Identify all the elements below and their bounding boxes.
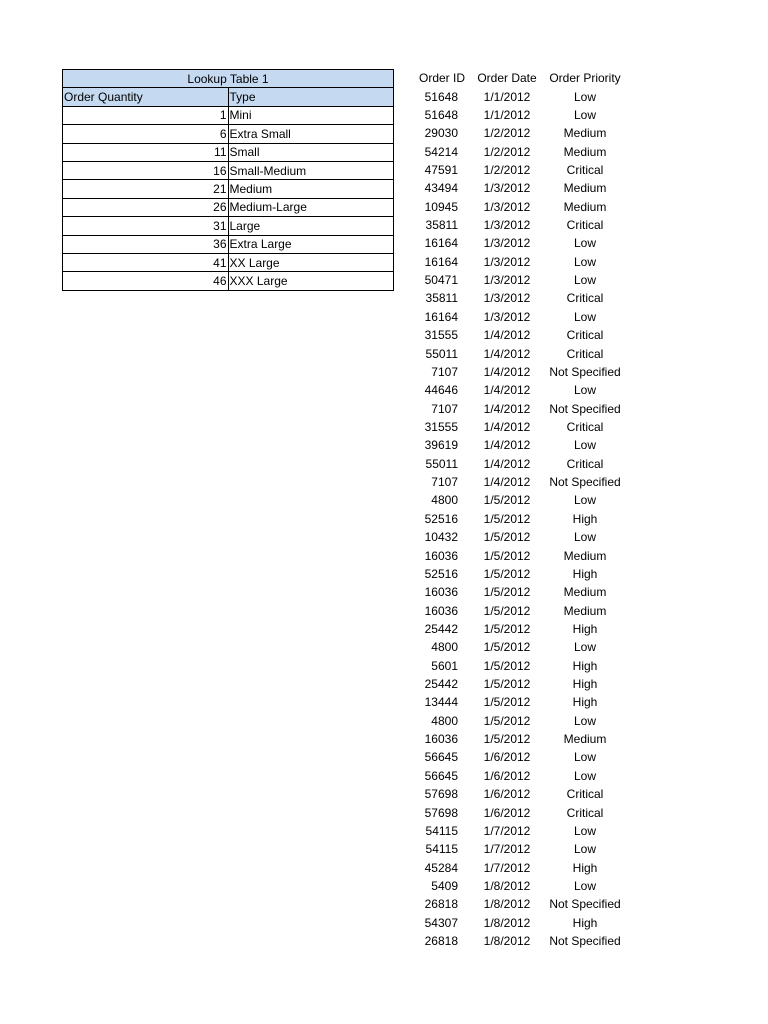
lookup-cell-type[interactable]: Mini [228,106,394,124]
orders-cell-priority[interactable]: High [572,621,598,636]
orders-cell-id[interactable]: 13444 [424,695,458,710]
orders-cell-id[interactable]: 4800 [431,493,458,508]
orders-header-row [413,69,627,87]
orders-cell-priority[interactable]: Low [573,273,596,288]
orders-cell-id[interactable]: 7107 [431,401,458,416]
orders-row [413,124,627,142]
orders-row [413,675,627,693]
orders-row [413,528,627,546]
lookup-row [63,198,394,216]
orders-cell-id[interactable]: 52516 [424,511,458,526]
orders-cell-id[interactable]: 4800 [431,640,458,655]
orders-cell-priority[interactable]: Low [573,254,596,269]
orders-cell-date[interactable]: 1/6/2012 [483,787,531,802]
orders-cell-date[interactable]: 1/8/2012 [483,915,531,930]
orders-cell-date[interactable]: 1/2/2012 [483,144,531,159]
lookup-cell-type[interactable]: Small-Medium [228,161,394,179]
orders-header-priority[interactable]: Order Priority [549,71,621,86]
orders-cell-id[interactable]: 7107 [431,364,458,379]
orders-header-id[interactable]: Order ID [418,71,465,86]
orders-cell-id[interactable]: 47591 [424,162,458,177]
orders-row [413,510,627,528]
lookup-table [62,69,394,291]
lookup-cell-quantity[interactable]: 26 [63,198,229,216]
lookup-header-row [63,88,394,106]
orders-cell-date[interactable]: 1/5/2012 [483,695,531,710]
orders-cell-priority[interactable]: High [572,695,598,710]
orders-cell-date[interactable]: 1/5/2012 [483,585,531,600]
orders-cell-priority[interactable]: Critical [566,787,604,802]
orders-cell-priority[interactable]: Not Specified [549,897,621,912]
orders-row [413,895,627,913]
orders-cell-date[interactable]: 1/3/2012 [483,181,531,196]
lookup-title[interactable]: Lookup Table 1 [63,70,394,88]
orders-cell-priority[interactable]: Medium [563,144,607,159]
orders-row [413,583,627,601]
orders-cell-id[interactable]: 10432 [424,530,458,545]
orders-row [413,161,627,179]
orders-row [413,767,627,785]
lookup-cell-quantity[interactable]: 6 [63,125,229,143]
orders-row [413,657,627,675]
orders-cell-id[interactable]: 35811 [425,218,458,233]
lookup-cell-type[interactable]: Extra Large [228,235,394,253]
orders-row [413,877,627,895]
orders-cell-priority[interactable]: Critical [566,328,604,343]
orders-row [413,914,627,932]
orders-row [413,216,627,234]
orders-cell-date[interactable]: 1/5/2012 [483,548,531,563]
orders-cell-priority[interactable]: Low [573,107,596,122]
orders-cell-date[interactable]: 1/5/2012 [483,603,531,618]
orders-cell-id[interactable]: 56645 [424,768,458,783]
lookup-header-quantity[interactable]: Order Quantity [63,88,229,106]
orders-cell-id[interactable]: 10945 [424,199,458,214]
orders-cell-id[interactable]: 4800 [431,713,458,728]
orders-cell-date[interactable]: 1/4/2012 [483,383,531,398]
orders-row [413,858,627,876]
orders-cell-id[interactable]: 7107 [431,475,458,490]
orders-cell-date[interactable]: 1/2/2012 [483,126,531,141]
orders-row [413,932,627,950]
orders-cell-priority[interactable]: Critical [566,456,604,471]
orders-cell-date[interactable]: 1/4/2012 [483,420,531,434]
orders-cell-id[interactable]: 55011 [425,346,458,361]
orders-cell-date[interactable]: 1/3/2012 [483,218,531,233]
orders-row [413,565,627,583]
orders-cell-date[interactable]: 1/3/2012 [483,236,531,251]
orders-cell-priority[interactable]: Medium [563,732,607,747]
lookup-row [63,125,394,143]
orders-cell-id[interactable]: 16036 [424,585,458,600]
lookup-row [63,253,394,271]
orders-row [413,381,627,399]
lookup-title-row [63,70,394,88]
orders-row [413,344,627,362]
lookup-row [63,143,394,161]
orders-cell-priority[interactable]: Critical [566,218,604,233]
orders-cell-date[interactable]: 1/5/2012 [483,511,531,526]
orders-row [413,693,627,711]
orders-cell-date[interactable]: 1/3/2012 [483,273,531,288]
lookup-row [63,235,394,253]
orders-cell-id[interactable]: 29030 [424,126,458,141]
lookup-cell-quantity[interactable]: 16 [63,161,229,179]
orders-row [413,822,627,840]
orders-cell-date[interactable]: 1/4/2012 [483,364,531,379]
orders-cell-priority[interactable]: High [572,658,598,673]
orders-row [413,106,627,124]
lookup-cell-type[interactable]: Medium-Large [228,198,394,216]
orders-cell-priority[interactable]: Low [573,438,596,453]
orders-cell-date[interactable]: 1/8/2012 [483,897,531,912]
orders-cell-date[interactable]: 1/5/2012 [483,640,531,655]
orders-header-date[interactable]: Order Date [477,71,537,86]
orders-cell-priority[interactable]: Medium [563,585,607,600]
orders-cell-id[interactable]: 26818 [424,897,458,912]
lookup-row [63,272,394,290]
lookup-cell-quantity[interactable]: 46 [63,272,229,290]
orders-cell-priority[interactable]: Not Specified [549,364,621,379]
lookup-cell-quantity[interactable]: 21 [63,180,229,198]
orders-cell-priority[interactable]: Low [573,383,596,398]
orders-cell-priority[interactable]: Low [573,713,596,728]
orders-cell-date[interactable]: 1/8/2012 [483,934,531,949]
orders-cell-id[interactable]: 50471 [424,273,458,288]
orders-row [413,234,627,252]
orders-cell-priority[interactable]: Low [573,823,596,838]
orders-cell-date[interactable]: 1/4/2012 [483,401,531,416]
lookup-cell-type[interactable]: Large [228,217,394,235]
orders-cell-date[interactable]: 1/5/2012 [483,732,531,747]
orders-table [413,69,627,950]
orders-cell-id[interactable]: 26818 [424,934,458,949]
orders-cell-date[interactable]: 1/6/2012 [483,805,531,820]
lookup-row [63,180,394,198]
orders-cell-priority[interactable]: Low [573,493,596,508]
orders-row [413,326,627,344]
orders-cell-id[interactable]: 35811 [425,291,458,306]
orders-row [413,363,627,381]
lookup-cell-type[interactable]: XXX Large [228,272,394,290]
orders-row [413,840,627,858]
orders-row [413,748,627,766]
orders-row [413,179,627,197]
orders-row [413,730,627,748]
orders-cell-date[interactable]: 1/3/2012 [483,199,531,214]
lookup-cell-quantity[interactable]: 11 [63,143,229,161]
orders-cell-priority[interactable]: Low [573,640,596,655]
orders-cell-id[interactable]: 56645 [424,750,458,765]
orders-cell-id[interactable]: 54307 [424,915,458,930]
orders-cell-priority[interactable]: Low [573,530,596,545]
orders-row [413,803,627,821]
orders-cell-date[interactable]: 1/4/2012 [483,475,531,490]
orders-cell-date[interactable]: 1/7/2012 [483,842,531,857]
orders-cell-date[interactable]: 1/3/2012 [483,309,531,324]
orders-cell-priority[interactable]: Low [573,768,596,783]
orders-cell-date[interactable]: 1/6/2012 [483,750,531,765]
orders-row [413,87,627,105]
orders-row [413,271,627,289]
orders-cell-id[interactable]: 44646 [424,383,458,398]
orders-cell-id[interactable]: 16036 [424,548,458,563]
orders-cell-priority[interactable]: High [572,511,598,526]
orders-cell-date[interactable]: 1/4/2012 [483,328,531,343]
orders-cell-id[interactable]: 52516 [424,566,458,581]
orders-cell-id[interactable]: 43494 [424,181,458,196]
orders-cell-priority[interactable]: Medium [563,126,607,141]
orders-cell-priority[interactable]: Not Specified [549,934,621,949]
orders-cell-priority[interactable]: Critical [566,291,604,306]
orders-cell-date[interactable]: 1/7/2012 [483,860,531,875]
orders-row [413,712,627,730]
lookup-row [63,106,394,124]
orders-row [413,308,627,326]
orders-cell-date[interactable]: 1/1/2012 [483,89,531,104]
orders-cell-id[interactable]: 55011 [425,456,458,471]
lookup-cell-type[interactable]: Medium [228,180,394,198]
orders-cell-date[interactable]: 1/6/2012 [483,768,531,783]
orders-cell-id[interactable]: 57698 [424,805,458,820]
orders-cell-priority[interactable]: Low [573,89,596,104]
orders-cell-date[interactable]: 1/5/2012 [483,621,531,636]
orders-row [413,399,627,417]
orders-cell-date[interactable]: 1/8/2012 [483,878,531,893]
orders-cell-date[interactable]: 1/4/2012 [483,456,531,471]
orders-cell-date[interactable]: 1/3/2012 [483,291,531,306]
orders-cell-priority[interactable]: Low [573,309,596,324]
orders-row [413,436,627,454]
orders-cell-date[interactable]: 1/7/2012 [483,823,531,838]
orders-cell-id[interactable]: 25442 [424,621,458,636]
orders-cell-id[interactable]: 39619 [424,438,458,453]
orders-cell-priority[interactable]: High [572,566,598,581]
orders-cell-id[interactable]: 54214 [424,144,458,159]
orders-cell-id[interactable]: 31555 [424,420,458,434]
orders-cell-id[interactable]: 16036 [424,603,458,618]
orders-cell-priority[interactable]: Medium [563,181,607,196]
orders-cell-priority[interactable]: Low [573,750,596,765]
orders-cell-date[interactable]: 1/4/2012 [483,346,531,361]
orders-cell-priority[interactable]: Critical [566,420,604,434]
orders-cell-priority[interactable]: Medium [563,603,607,618]
orders-row [413,455,627,473]
orders-cell-date[interactable]: 1/5/2012 [483,566,531,581]
orders-cell-id[interactable]: 45284 [424,860,458,875]
orders-cell-priority[interactable]: Medium [563,199,607,214]
orders-cell-date[interactable]: 1/3/2012 [483,254,531,269]
orders-cell-priority[interactable]: Critical [566,162,604,177]
orders-cell-priority[interactable]: Low [573,842,596,857]
orders-cell-priority[interactable]: Critical [566,805,604,820]
orders-cell-id[interactable]: 16036 [424,732,458,747]
orders-row [413,418,627,436]
orders-cell-id[interactable]: 16164 [424,309,458,324]
lookup-row [63,161,394,179]
orders-cell-id[interactable]: 51648 [424,107,458,122]
lookup-cell-type[interactable]: Small [228,143,394,161]
orders-row [413,142,627,160]
orders-cell-id[interactable]: 31555 [424,328,458,343]
orders-row [413,638,627,656]
orders-cell-priority[interactable]: Not Specified [549,475,621,490]
orders-cell-id[interactable]: 57698 [424,787,458,802]
orders-cell-date[interactable]: 1/5/2012 [483,530,531,545]
orders-row [413,546,627,564]
orders-cell-priority[interactable]: Not Specified [549,401,621,416]
orders-cell-id[interactable]: 54115 [425,842,458,857]
lookup-cell-quantity[interactable]: 36 [63,235,229,253]
orders-cell-id[interactable]: 54115 [425,823,458,838]
lookup-cell-quantity[interactable]: 31 [63,217,229,235]
orders-row [413,198,627,216]
orders-cell-id[interactable]: 16164 [424,236,458,251]
orders-cell-priority[interactable]: Low [573,878,596,893]
orders-cell-id[interactable]: 5601 [431,658,458,673]
orders-cell-date[interactable]: 1/5/2012 [483,677,531,692]
orders-cell-priority[interactable]: High [572,677,598,692]
lookup-row [63,217,394,235]
orders-cell-date[interactable]: 1/5/2012 [483,713,531,728]
orders-cell-date[interactable]: 1/4/2012 [483,438,531,453]
orders-cell-priority[interactable]: Low [573,236,596,251]
orders-row [413,785,627,803]
lookup-cell-quantity[interactable]: 41 [63,253,229,271]
lookup-header-type[interactable]: Type [228,88,394,106]
orders-row [413,620,627,638]
orders-row [413,473,627,491]
lookup-cell-quantity[interactable]: 1 [63,106,229,124]
orders-cell-id[interactable]: 51648 [424,89,458,104]
orders-cell-id[interactable]: 5409 [431,878,458,893]
orders-row [413,289,627,307]
orders-cell-priority[interactable]: High [572,860,598,875]
orders-row [413,491,627,509]
lookup-cell-type[interactable]: Extra Small [228,125,394,143]
lookup-cell-type[interactable]: XX Large [228,253,394,271]
orders-cell-id[interactable]: 25442 [424,677,458,692]
orders-row [413,253,627,271]
orders-cell-date[interactable]: 1/5/2012 [483,658,531,673]
orders-cell-priority[interactable]: Critical [566,346,604,361]
orders-cell-date[interactable]: 1/1/2012 [483,107,531,122]
orders-cell-date[interactable]: 1/5/2012 [483,493,531,508]
orders-cell-priority[interactable]: Medium [563,548,607,563]
orders-cell-id[interactable]: 16164 [424,254,458,269]
orders-cell-date[interactable]: 1/2/2012 [483,162,531,177]
orders-row [413,601,627,619]
orders-cell-priority[interactable]: High [572,915,598,930]
